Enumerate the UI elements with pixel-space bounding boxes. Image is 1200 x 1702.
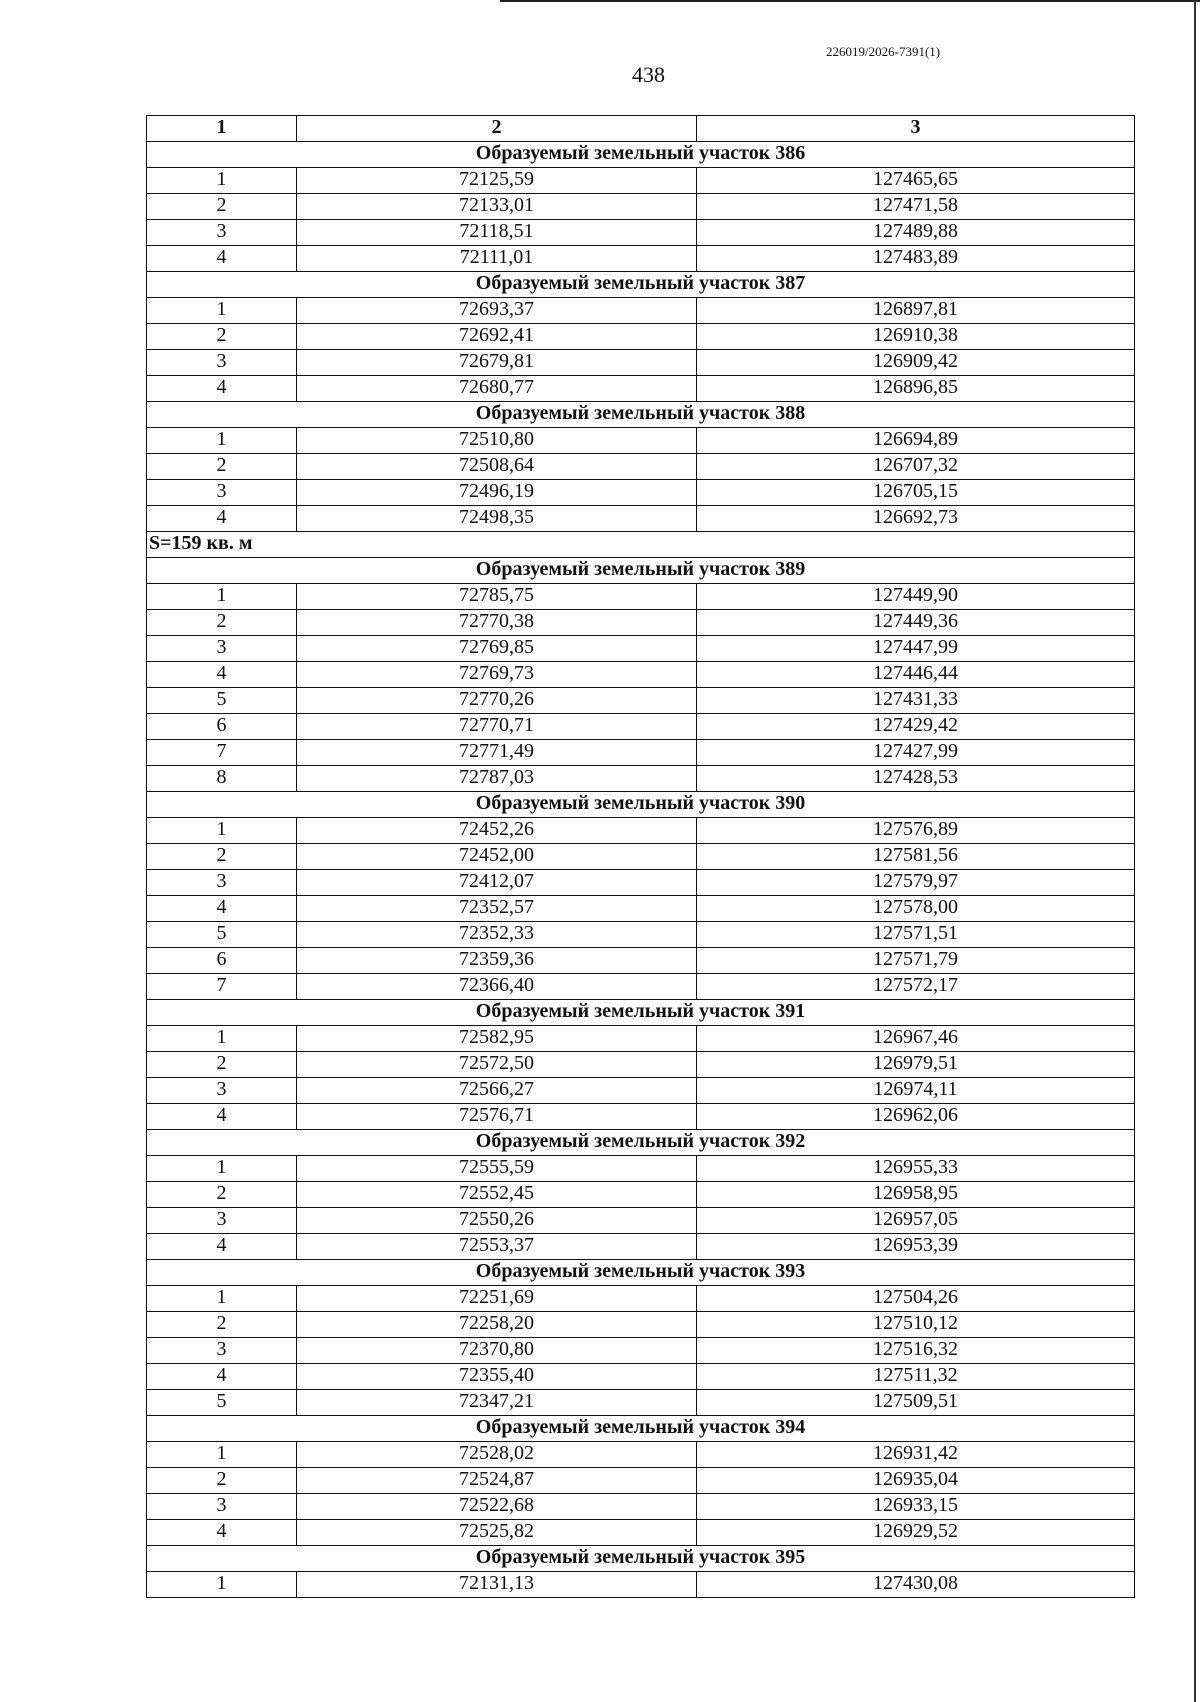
section-title: Образуемый земельный участок 389 (147, 558, 1135, 584)
section-header-row (147, 1546, 1135, 1572)
section-title: Образуемый земельный участок 394 (147, 1416, 1135, 1442)
y-coordinate: 126953,39 (697, 1234, 1135, 1260)
section-title: Образуемый земельный участок 392 (147, 1130, 1135, 1156)
x-coordinate: 72452,26 (297, 818, 697, 844)
point-number: 3 (147, 1338, 297, 1364)
table-row (147, 1208, 1135, 1234)
table-header-row (147, 116, 1135, 142)
point-number: 8 (147, 766, 297, 792)
section-header-row (147, 142, 1135, 168)
right-edge-line (1194, 0, 1196, 1702)
x-coordinate: 72366,40 (297, 974, 697, 1000)
x-coordinate: 72352,57 (297, 896, 697, 922)
y-coordinate: 127431,33 (697, 688, 1135, 714)
x-coordinate: 72769,73 (297, 662, 697, 688)
y-coordinate: 127428,53 (697, 766, 1135, 792)
x-coordinate: 72576,71 (297, 1104, 697, 1130)
x-coordinate: 72787,03 (297, 766, 697, 792)
section-header-row (147, 1000, 1135, 1026)
table-row (147, 298, 1135, 324)
table-row (147, 1234, 1135, 1260)
y-coordinate: 126910,38 (697, 324, 1135, 350)
x-coordinate: 72770,38 (297, 610, 697, 636)
point-number: 4 (147, 896, 297, 922)
y-coordinate: 126933,15 (697, 1494, 1135, 1520)
x-coordinate: 72355,40 (297, 1364, 697, 1390)
section-title: Образуемый земельный участок 391 (147, 1000, 1135, 1026)
point-number: 3 (147, 870, 297, 896)
point-number: 4 (147, 1520, 297, 1546)
table-row (147, 220, 1135, 246)
page-number: 438 (632, 62, 665, 87)
point-number: 2 (147, 194, 297, 220)
x-coordinate: 72785,75 (297, 584, 697, 610)
point-number: 7 (147, 740, 297, 766)
y-coordinate: 126705,15 (697, 480, 1135, 506)
y-coordinate: 127449,90 (697, 584, 1135, 610)
table-row (147, 974, 1135, 1000)
point-number: 2 (147, 324, 297, 350)
area-note: S=159 кв. м (147, 532, 1135, 558)
y-coordinate: 126694,89 (697, 428, 1135, 454)
x-coordinate: 72452,00 (297, 844, 697, 870)
table-row (147, 636, 1135, 662)
x-coordinate: 72771,49 (297, 740, 697, 766)
point-number: 3 (147, 636, 297, 662)
x-coordinate: 72769,85 (297, 636, 697, 662)
point-number: 2 (147, 844, 297, 870)
y-coordinate: 126955,33 (697, 1156, 1135, 1182)
x-coordinate: 72111,01 (297, 246, 697, 272)
point-number: 4 (147, 376, 297, 402)
x-coordinate: 72553,37 (297, 1234, 697, 1260)
point-number: 2 (147, 1052, 297, 1078)
table-row (147, 714, 1135, 740)
top-edge-line (500, 0, 1200, 2)
y-coordinate: 126896,85 (697, 376, 1135, 402)
x-coordinate: 72251,69 (297, 1286, 697, 1312)
x-coordinate: 72258,20 (297, 1312, 697, 1338)
section-header-row (147, 272, 1135, 298)
y-coordinate: 127576,89 (697, 818, 1135, 844)
x-coordinate: 72347,21 (297, 1390, 697, 1416)
section-header-row (147, 402, 1135, 428)
table-row (147, 246, 1135, 272)
point-number: 4 (147, 1104, 297, 1130)
y-coordinate: 126929,52 (697, 1520, 1135, 1546)
y-coordinate: 127510,12 (697, 1312, 1135, 1338)
section-header-row (147, 1260, 1135, 1286)
x-coordinate: 72522,68 (297, 1494, 697, 1520)
point-number: 2 (147, 1182, 297, 1208)
section-header-row (147, 1416, 1135, 1442)
y-coordinate: 126967,46 (697, 1026, 1135, 1052)
table-row (147, 1026, 1135, 1052)
x-coordinate: 72528,02 (297, 1442, 697, 1468)
table-row (147, 1364, 1135, 1390)
column-header: 1 (147, 116, 297, 142)
point-number: 1 (147, 1286, 297, 1312)
section-title: Образуемый земельный участок 390 (147, 792, 1135, 818)
y-coordinate: 127571,79 (697, 948, 1135, 974)
table-row (147, 324, 1135, 350)
point-number: 7 (147, 974, 297, 1000)
section-title: Образуемый земельный участок 393 (147, 1260, 1135, 1286)
x-coordinate: 72572,50 (297, 1052, 697, 1078)
point-number: 3 (147, 1494, 297, 1520)
table-row (147, 1572, 1135, 1598)
x-coordinate: 72412,07 (297, 870, 697, 896)
point-number: 1 (147, 818, 297, 844)
table-row (147, 948, 1135, 974)
y-coordinate: 127581,56 (697, 844, 1135, 870)
table-row (147, 818, 1135, 844)
coordinates-table (146, 115, 1135, 1598)
table-row (147, 480, 1135, 506)
table-row (147, 1286, 1135, 1312)
y-coordinate: 126958,95 (697, 1182, 1135, 1208)
x-coordinate: 72498,35 (297, 506, 697, 532)
point-number: 4 (147, 246, 297, 272)
point-number: 2 (147, 454, 297, 480)
table-row (147, 1052, 1135, 1078)
point-number: 2 (147, 1468, 297, 1494)
x-coordinate: 72552,45 (297, 1182, 697, 1208)
y-coordinate: 127465,65 (697, 168, 1135, 194)
point-number: 2 (147, 1312, 297, 1338)
y-coordinate: 126957,05 (697, 1208, 1135, 1234)
point-number: 3 (147, 1078, 297, 1104)
x-coordinate: 72550,26 (297, 1208, 697, 1234)
x-coordinate: 72692,41 (297, 324, 697, 350)
table-row (147, 1442, 1135, 1468)
x-coordinate: 72125,59 (297, 168, 697, 194)
x-coordinate: 72770,26 (297, 688, 697, 714)
table-row (147, 870, 1135, 896)
y-coordinate: 126935,04 (697, 1468, 1135, 1494)
table-row (147, 168, 1135, 194)
point-number: 5 (147, 922, 297, 948)
y-coordinate: 126974,11 (697, 1078, 1135, 1104)
document-id: 226019/2026-7391(1) (826, 44, 941, 59)
section-header-row (147, 1130, 1135, 1156)
y-coordinate: 127483,89 (697, 246, 1135, 272)
table-row (147, 844, 1135, 870)
y-coordinate: 127579,97 (697, 870, 1135, 896)
table-row (147, 688, 1135, 714)
table-row (147, 922, 1135, 948)
x-coordinate: 72679,81 (297, 350, 697, 376)
point-number: 1 (147, 298, 297, 324)
x-coordinate: 72352,33 (297, 922, 697, 948)
x-coordinate: 72131,13 (297, 1572, 697, 1598)
y-coordinate: 127427,99 (697, 740, 1135, 766)
x-coordinate: 72510,80 (297, 428, 697, 454)
x-coordinate: 72566,27 (297, 1078, 697, 1104)
point-number: 3 (147, 1208, 297, 1234)
y-coordinate: 127429,42 (697, 714, 1135, 740)
table-row (147, 584, 1135, 610)
y-coordinate: 126707,32 (697, 454, 1135, 480)
x-coordinate: 72770,71 (297, 714, 697, 740)
x-coordinate: 72555,59 (297, 1156, 697, 1182)
point-number: 6 (147, 714, 297, 740)
point-number: 5 (147, 1390, 297, 1416)
y-coordinate: 127446,44 (697, 662, 1135, 688)
point-number: 2 (147, 610, 297, 636)
x-coordinate: 72693,37 (297, 298, 697, 324)
table-row (147, 376, 1135, 402)
x-coordinate: 72118,51 (297, 220, 697, 246)
table-row (147, 428, 1135, 454)
table-row (147, 1312, 1135, 1338)
point-number: 1 (147, 1026, 297, 1052)
y-coordinate: 126962,06 (697, 1104, 1135, 1130)
y-coordinate: 126979,51 (697, 1052, 1135, 1078)
point-number: 1 (147, 168, 297, 194)
point-number: 1 (147, 584, 297, 610)
x-coordinate: 72582,95 (297, 1026, 697, 1052)
x-coordinate: 72133,01 (297, 194, 697, 220)
section-title: Образуемый земельный участок 386 (147, 142, 1135, 168)
table-row (147, 350, 1135, 376)
table-row (147, 740, 1135, 766)
y-coordinate: 127449,36 (697, 610, 1135, 636)
x-coordinate: 72525,82 (297, 1520, 697, 1546)
y-coordinate: 126692,73 (697, 506, 1135, 532)
y-coordinate: 127511,32 (697, 1364, 1135, 1390)
y-coordinate: 126931,42 (697, 1442, 1135, 1468)
table-row (147, 1494, 1135, 1520)
x-coordinate: 72524,87 (297, 1468, 697, 1494)
point-number: 1 (147, 1156, 297, 1182)
point-number: 3 (147, 350, 297, 376)
y-coordinate: 127571,51 (697, 922, 1135, 948)
y-coordinate: 127578,00 (697, 896, 1135, 922)
point-number: 4 (147, 662, 297, 688)
x-coordinate: 72359,36 (297, 948, 697, 974)
table-row (147, 1520, 1135, 1546)
section-title: Образуемый земельный участок 395 (147, 1546, 1135, 1572)
x-coordinate: 72680,77 (297, 376, 697, 402)
point-number: 4 (147, 1234, 297, 1260)
section-title: Образуемый земельный участок 387 (147, 272, 1135, 298)
y-coordinate: 127504,26 (697, 1286, 1135, 1312)
x-coordinate: 72496,19 (297, 480, 697, 506)
table-row (147, 766, 1135, 792)
table-row (147, 194, 1135, 220)
table-row (147, 1468, 1135, 1494)
point-number: 6 (147, 948, 297, 974)
x-coordinate: 72370,80 (297, 1338, 697, 1364)
point-number: 3 (147, 220, 297, 246)
table-row (147, 662, 1135, 688)
y-coordinate: 127489,88 (697, 220, 1135, 246)
table-row (147, 1104, 1135, 1130)
y-coordinate: 127509,51 (697, 1390, 1135, 1416)
table-row (147, 454, 1135, 480)
y-coordinate: 126897,81 (697, 298, 1135, 324)
point-number: 5 (147, 688, 297, 714)
y-coordinate: 127430,08 (697, 1572, 1135, 1598)
point-number: 1 (147, 1442, 297, 1468)
area-note-row (147, 532, 1135, 558)
point-number: 4 (147, 1364, 297, 1390)
point-number: 1 (147, 428, 297, 454)
point-number: 4 (147, 506, 297, 532)
y-coordinate: 127447,99 (697, 636, 1135, 662)
table-row (147, 1182, 1135, 1208)
point-number: 1 (147, 1572, 297, 1598)
x-coordinate: 72508,64 (297, 454, 697, 480)
column-header: 2 (297, 116, 697, 142)
table-row (147, 1156, 1135, 1182)
table-row (147, 896, 1135, 922)
y-coordinate: 127471,58 (697, 194, 1135, 220)
table-row (147, 1338, 1135, 1364)
table-row (147, 506, 1135, 532)
table-row (147, 1078, 1135, 1104)
y-coordinate: 127572,17 (697, 974, 1135, 1000)
section-title: Образуемый земельный участок 388 (147, 402, 1135, 428)
column-header: 3 (697, 116, 1135, 142)
table-row (147, 610, 1135, 636)
y-coordinate: 127516,32 (697, 1338, 1135, 1364)
section-header-row (147, 792, 1135, 818)
point-number: 3 (147, 480, 297, 506)
y-coordinate: 126909,42 (697, 350, 1135, 376)
section-header-row (147, 558, 1135, 584)
table-row (147, 1390, 1135, 1416)
